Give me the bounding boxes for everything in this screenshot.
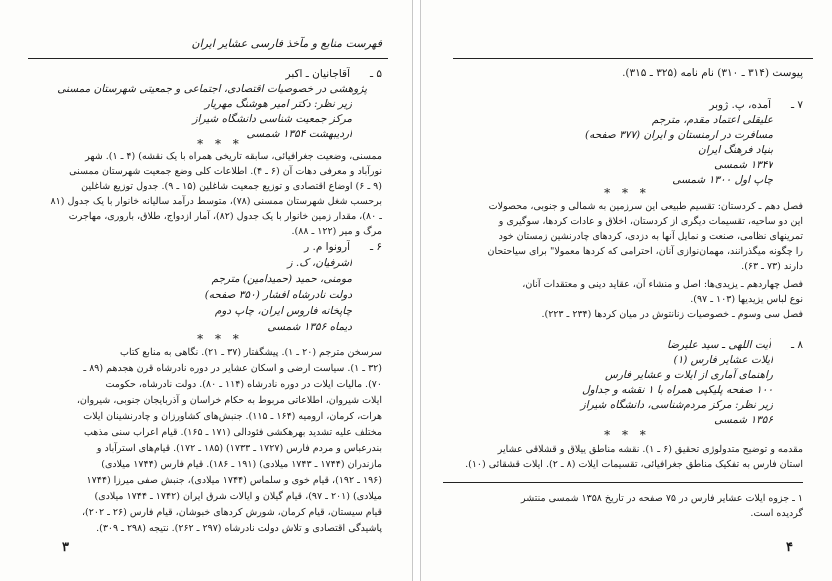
header-rule [28,58,388,59]
entry-6-title: دولت نادرشاه افشار (۳۵۰ صفحه) [204,289,352,301]
abstract-6-line: بندرعباس و مردم فارس (۱۷۲۷ ـ ۱۷۳۳) (۱۸۵ ـ ۱۷۲). قیام‌های استرآباد و [96,443,382,454]
abstract-7-line: فصل سی وسوم ـ خصوصیات زنانتوش در میان کردها (۲۳۴ ـ ۲۲۳). [541,309,803,320]
abstract-7-line: این دو ساحیه، تقسیمات دیگری از کردستان، اخلاق و عادات کردها، سوگیری و [498,216,803,227]
separator-stars: * * * [197,332,243,346]
entry-8-year: ۱۳۵۶ شمسی [714,414,773,426]
header-rule [453,58,813,59]
abstract-6-line: سرسخن مترجم (۲۰ ـ ۱). پیشگفتار (۳۷ ـ ۲۱). نگاهی به منابع کتاب [120,347,382,358]
abstract-8-line: مقدمه و توضیح متدولوژی تحقیق (۶ ـ ۱). نقشه مناطق ییلاق و قشلاقی عشایر [497,444,803,455]
abstract-5-line: نورآباد و معرفی دهات آن (۶ ـ ۴). اطلاعات کلی وضع جمعیت شهرستان ممسنی [69,166,382,177]
entry-5-supervisor: زیر نظر: دکتر امیر هوشنگ مهریار [204,98,352,110]
entry-6-number: ۶ ـ [369,241,382,253]
entry-7-author: آمده، پ. ژوبر [709,99,771,111]
entry-7-edition: چاپ اول ۱۳۰۰ شمسی [672,174,773,186]
entry-6-author: آرونوا م. ر [304,241,350,253]
footnote-line: ۱ ـ جزوه ایلات عشایر فارس در ۷۵ صفحه در تاریخ ۱۳۵۸ شمسی منتشر [521,493,803,504]
entry-8-number: ۸ ـ [790,339,803,351]
footnote-line: گردیده است. [750,508,803,519]
entry-6-coauthor: اشرفیان، ک. ز [287,257,352,269]
entry-8-author: آیت اللهی ـ سید علیرضا [666,339,771,351]
entry-6-translator: مومنی، حمید (حمیدامین) مترجم [211,273,352,285]
abstract-7-line: نوع لباس یزیدیها (۱۰۳ ـ ۹۷). [690,294,803,305]
page-number: ۳ [62,540,69,555]
abstract-5-line: ـ ۸۰)، مقدار زمین خانوار با یک جدول (۸۲)، آمار ازدواج، طلاق، باروری، مهاجرت [68,211,382,222]
entry-6-date: دیماه ۱۳۵۶ شمسی [267,321,352,333]
entry-6-publisher: چاپخانه فاروس ایران، چاپ دوم [214,305,352,317]
abstract-5-line: ممسنی، وضعیت جغرافیائی، سابقه تاریخی همراه با یک نقشه) (۴ ـ ۱). شهر [85,151,382,162]
abstract-5-line: برحسب شغل شهرستان ممسنی (۷۸)، متوسط درآمد سالیانه خانوار با یک جدول (۸۱ [50,196,382,207]
abstract-7-line: فصل دهم ـ کردستان: تقسیم طبیعی این سرزمین به شمالی و جنوبی، محصولات [488,201,803,212]
abstract-7-line: را چگونه میگذرانند، مهمان‌نوازی آنان، احترامی که کردها معمولا" برای سیاحتحان [487,246,803,257]
entry-7-number: ۷ ـ [790,99,803,111]
abstract-6-line: هرات، کرمان، ارومیه (۱۶۴ ـ ۱۱۵). جنبش‌های کشاورزان و چادرنشینان ایلات [83,411,382,422]
entry-5-title: پژوهشی در خصوصیات اقتصادی، اجتماعی و جمعیتی شهرستان ممسنی [57,83,367,95]
entry-5-number: ۵ ـ [369,68,382,80]
entry-5-publisher: مرکز جمعیت شناسی دانشگاه شیراز [192,113,352,125]
appendix-line: پیوست (۳۱۴ ـ ۳۱۰) نام نامه (۳۲۵ ـ ۳۱۵). [622,67,803,79]
abstract-5-line: (۹ ـ ۶) اوضاع اقتصادی و توزیع جمعیت شاغلین (۱۵ ـ ۹). جدول توزیع شاغلین [81,181,382,192]
abstract-7-line: فصل چهاردهم ـ یزیدی‌ها: اصل و منشاء آن، عقاید دینی و معتقدات آنان، [522,279,803,290]
entry-8-supervisor: زیر نظر: مرکز مردم‌شناسی، دانشگاه شیراز [580,399,773,411]
abstract-6-line: مختلف علیه تشدید بهرهکشی فئودالی (۱۷۱ ـ ۱۶۵). قیام اعراب سنی مذهب [83,427,382,438]
entry-8-pages: ۱۰۰ صفحه پلیکپی همراه با ۱ نقشه و جداول [581,384,773,396]
abstract-6-line: (۳۲ ـ ۱). سیاست ارضی و اسکان عشایر در دوره نادرشاه قرن هجدهم (۸۹ ـ [83,363,382,374]
abstract-6-line: مازندران (۱۷۴۴ ـ ۱۷۴۳ میلادی) (۱۹۱ ـ ۱۸۶). قیام فارس (۱۷۴۴ میلادی) [101,459,382,470]
footnote-rule [443,482,803,483]
entry-7-publisher: بنیاد فرهنگ ایران [698,144,773,156]
entry-5-author: آقاجانیان ـ اکبر [285,68,350,80]
entry-8-title: ایلات عشایر فارس (۱) [673,354,773,366]
entry-5-date: اردیبهشت ۱۳۵۴ شمسی [246,128,352,140]
page-number: ۴ [786,540,793,555]
abstract-6-line: ۷۰). مالیات ایلات در دوره نادرشاه (۱۱۴ ـ ۸۰). دولت نادرشاه، حکومت [105,379,382,390]
entry-7-year: ۱۳۴۷ شمسی [714,159,773,171]
right-page [420,0,832,581]
separator-stars: * * * [604,428,650,442]
abstract-6-line: پاشیدگی اقتصادی و تلاش دولت نادرشاه (۲۹۷ ـ ۲۶۲). نتیجه (۲۹۸ ـ ۳۰۹). [96,523,382,534]
entry-8-subtitle: راهنمای آماری از ایلات و عشایر فارس [605,369,773,381]
entry-7-translator: علیقلی اعتماد مقدم، مترجم [651,114,773,126]
abstract-8-line: استان فارس به تفکیک مناطق جغرافیائی، تقسیمات ایلات (۸ ـ ۲). ایلات قشقائی (۱۰). [465,459,803,470]
abstract-6-line: (۱۹۶ ـ ۱۹۲)، قیام خوی و سلماس (۱۷۴۴ میلادی)، جنبش صفی میرزا (۱۷۴۴ [86,475,382,486]
abstract-5-line: مرگ و میر (۱۲۲ ـ ۸۸). [291,226,382,237]
separator-stars: * * * [197,137,243,151]
abstract-7-line: دارند (۷۳ ـ ۶۳). [741,261,803,272]
running-header: فهرست منابع و مآخذ فارسی عشایر ایران [191,37,382,50]
abstract-6-line: میلادی) (۲۰۱ ـ ۹۷)، قیام گیلان و ایالات شرق ایران (۱۷۴۲ ـ ۱۷۴۴ میلادی) [94,491,382,502]
entry-7-title: مسافرت در ارمنستان و ایران (۳۷۷ صفحه) [585,129,773,141]
abstract-6-line: قیام سیستان، قیام کرمان، شورش کردهای خبوشان، قیام فارس (۲۶ ـ ۲۰۲)، [81,507,382,518]
abstract-6-line: ایلات شیروان، اطلاعاتی مربوط به حکام خراسان و آذربایجان جنوبی، شیروان، [76,395,382,406]
separator-stars: * * * [604,186,650,200]
abstract-7-line: تمرینهای نظامی، صنعت و نمایل آنها به دزدی، کردهای چادرنشین زمستان خود [498,231,803,242]
left-page [0,0,413,581]
